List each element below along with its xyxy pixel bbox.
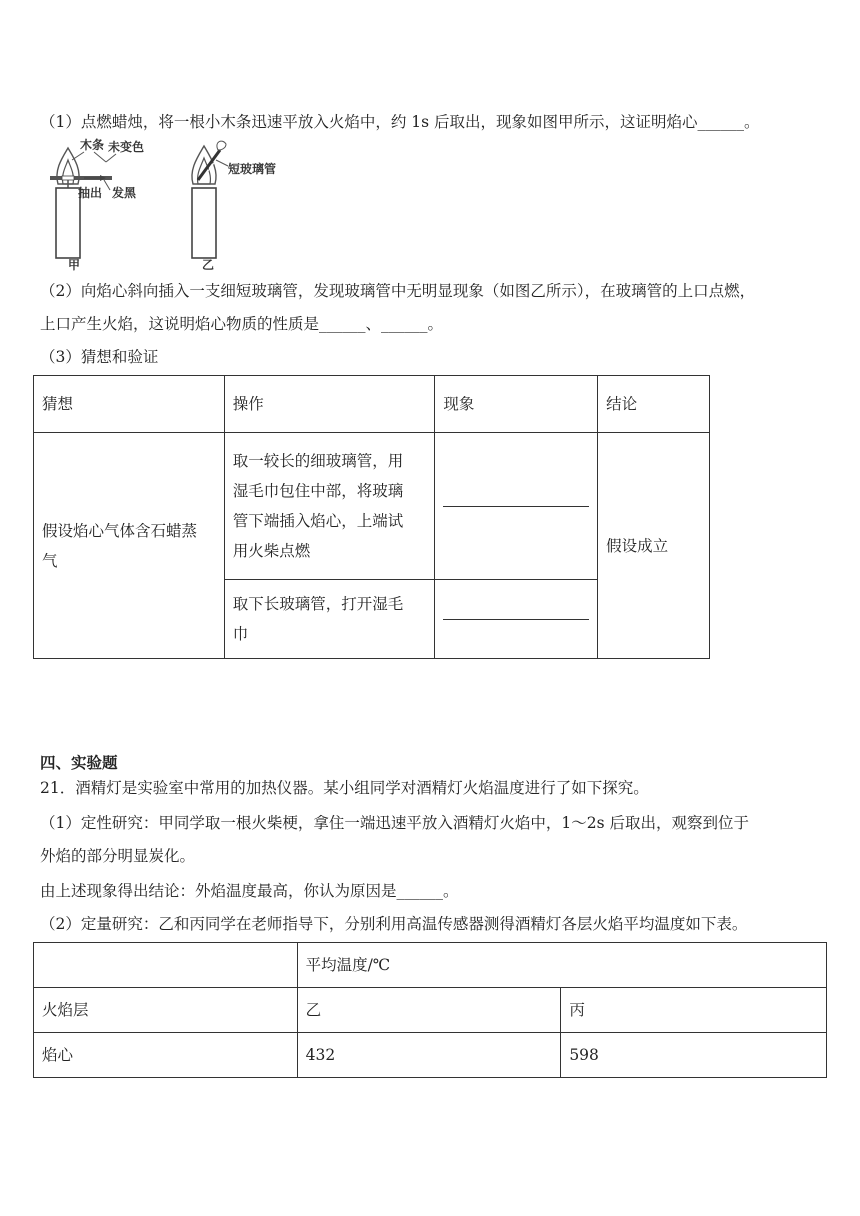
operation-2-cell: [224, 580, 435, 659]
answer-blank-2[interactable]: [443, 619, 589, 620]
question-21-stem: 21．酒精灯是实验室中常用的加热仪器。某小组同学对酒精灯火焰温度进行了如下探究。: [40, 779, 649, 797]
op2-line-2: 巾: [232, 625, 249, 643]
operation-1-cell: [224, 433, 435, 580]
layer-cell: 焰心: [34, 1033, 298, 1078]
temperature-table: [33, 942, 827, 1078]
question-21-part2: （2）定量研究：乙和丙同学在老师指导下，分别利用高温传感器测得酒精灯各层火焰平均温度如下表。: [40, 915, 748, 933]
candle-yi-icon: [192, 141, 228, 258]
op2-line-1: 取下长玻璃管，打开湿毛: [232, 595, 404, 613]
phenomenon-1-cell: [435, 433, 598, 580]
header-operation: 操作: [224, 376, 435, 433]
op1-line-2: 湿毛巾包住中部，将玻璃: [232, 482, 404, 500]
conclusion-cell: 假设成立: [598, 433, 710, 659]
table-row: [34, 1033, 827, 1078]
caption-yi: 乙: [202, 258, 215, 272]
avg-temp-header: 平均温度/℃: [297, 943, 826, 988]
temp-table-sub-header: [34, 988, 827, 1033]
hypothesis-line-2: 气: [42, 551, 58, 570]
question-21-part1-line-2: 外焰的部分明显炭化。: [40, 847, 196, 865]
question-3-text: （3）猜想和验证: [40, 348, 159, 366]
question-1-text: （1）点燃蜡烛，将一根小木条迅速平放入火焰中，约 1s 后取出，现象如图甲所示，这证明焰心______。: [40, 113, 760, 131]
table-row: [34, 433, 710, 580]
op1-line-4: 用火柴点燃: [232, 542, 311, 560]
header-conclusion: 结论: [598, 376, 710, 433]
col-bing-header: 丙: [561, 988, 827, 1033]
label-pull: 抽出: [78, 186, 103, 200]
header-hypothesis: 猜想: [34, 376, 225, 433]
yi-value-cell: 432: [297, 1033, 561, 1078]
label-unchanged: 未变色: [108, 140, 145, 154]
hypothesis-cell: [34, 433, 225, 659]
hypothesis-line-1: 假设焰心气体含石蜡蒸: [42, 521, 198, 540]
label-tube: 短玻璃管: [228, 162, 277, 176]
candle-jia-icon: [50, 148, 116, 258]
caption-jia: 甲: [68, 258, 81, 272]
bing-value-cell: 598: [561, 1033, 827, 1078]
question-2-line-2: 上口产生火焰，这说明焰心物质的性质是______、______。: [40, 315, 444, 333]
question-21-part1-line-1: （1）定性研究：甲同学取一根火柴梗，拿住一端迅速平放入酒精灯火焰中，1～2s 后取出，观察到位于: [40, 814, 749, 832]
section-title: 四、实验题: [40, 753, 118, 772]
phenomenon-2-cell: [435, 580, 598, 659]
op1-line-3: 管下端插入焰心，上端试: [232, 512, 404, 530]
temp-table-top-header: [34, 943, 827, 988]
flame-layer-header: 火焰层: [34, 988, 298, 1033]
answer-blank-1[interactable]: [443, 506, 589, 507]
verify-table-header: [34, 376, 710, 433]
empty-corner-cell: [34, 943, 298, 988]
question-2-line-1: （2）向焰心斜向插入一支细短玻璃管，发现玻璃管中无明显现象（如图乙所示），在玻璃管的上口点燃，: [40, 282, 756, 300]
col-yi-header: 乙: [297, 988, 561, 1033]
label-wood: 木条: [80, 138, 105, 152]
verify-table: [33, 375, 710, 659]
header-phenomenon: 现象: [435, 376, 598, 433]
question-21-part1-line-3: 由上述现象得出结论：外焰温度最高，你认为原因是______。: [40, 882, 459, 900]
op1-line-1: 取一较长的细玻璃管，用: [232, 452, 404, 470]
experiment-figure: [40, 140, 300, 270]
label-black: 发黑: [112, 186, 137, 200]
